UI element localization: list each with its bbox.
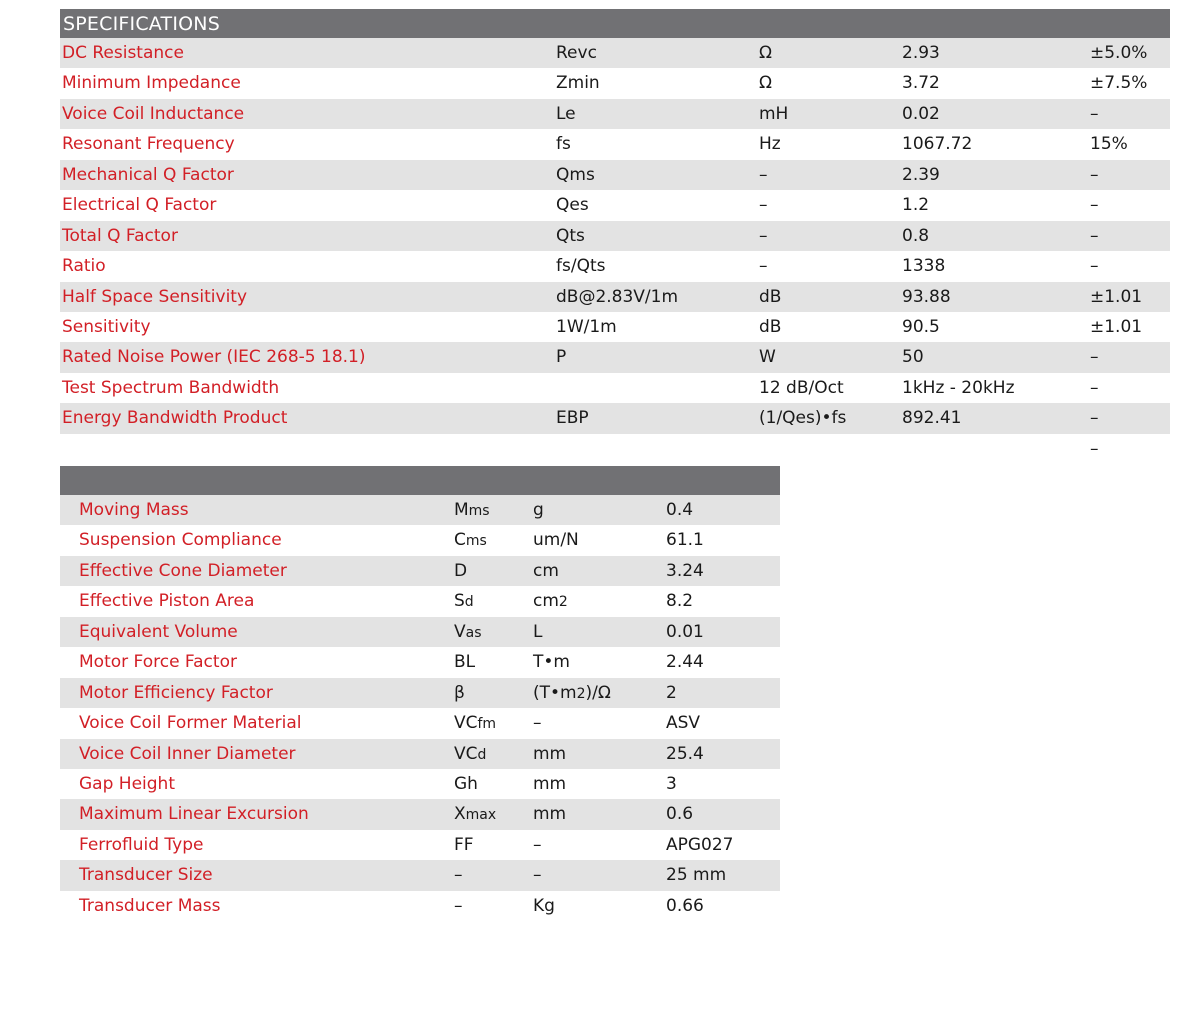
row-tolerance: – (1090, 103, 1099, 124)
row-unit: T•m (533, 652, 570, 673)
row-unit: mH (759, 103, 789, 124)
row-value: 61.1 (666, 530, 704, 551)
row-symbol: β (454, 682, 465, 703)
row-symbol: Qes (556, 195, 589, 216)
row-unit: – (759, 164, 768, 185)
row-label: Voice Coil Inner Diameter (79, 743, 296, 764)
table-row (60, 68, 1170, 98)
row-label: Transducer Mass (79, 895, 221, 916)
row-unit: mm (533, 743, 567, 764)
row-label: Motor Force Factor (79, 652, 237, 673)
row-unit: dB (759, 286, 782, 307)
parameters-header (60, 466, 780, 495)
row-tolerance: – (1090, 195, 1099, 216)
row-symbol: – (454, 865, 463, 886)
row-label: Test Spectrum Bandwidth (62, 377, 280, 398)
row-symbol: Revc (556, 43, 597, 63)
table-row (60, 678, 780, 708)
table-row (60, 525, 780, 555)
row-label: Moving Mass (79, 500, 189, 520)
row-value: 0.4 (666, 500, 694, 520)
row-label: Total Q Factor (62, 225, 178, 246)
table-row (60, 38, 1170, 68)
row-tolerance: ±5.0% (1090, 43, 1148, 63)
row-value: 0.66 (666, 895, 704, 916)
row-symbol: Qms (556, 164, 595, 185)
row-unit: (1/Qes)•fs (759, 408, 847, 429)
row-value: 25 mm (666, 865, 727, 886)
row-tolerance: – (1090, 408, 1099, 429)
table-row (60, 708, 780, 738)
row-value: 1kHz - 20kHz (902, 377, 1015, 398)
row-symbol: EBP (556, 408, 589, 429)
row-value: 50 (902, 347, 924, 368)
row-unit: L (533, 621, 543, 642)
row-value: 8.2 (666, 591, 694, 612)
row-unit: Hz (759, 134, 781, 155)
row-unit: cm2 (533, 591, 568, 612)
row-unit: 12 dB/Oct (759, 377, 844, 398)
row-unit: (T•m2)/Ω (533, 682, 611, 703)
row-value: 2.93 (902, 43, 940, 63)
row-symbol: – (454, 895, 463, 916)
row-value: 1.2 (902, 195, 930, 216)
row-label: Ratio (62, 256, 106, 277)
table-row (60, 617, 780, 647)
row-unit: – (759, 195, 768, 216)
row-label: Effective Cone Diameter (79, 560, 287, 581)
row-symbol: 1W/1m (556, 316, 617, 337)
row-value: 2.44 (666, 652, 704, 673)
row-value: 1067.72 (902, 134, 973, 155)
row-symbol: VCfm (454, 713, 497, 734)
row-unit: – (533, 865, 542, 886)
row-value: 0.02 (902, 103, 940, 124)
row-symbol: FF (454, 834, 474, 855)
row-unit: cm (533, 560, 559, 581)
row-value: 3.72 (902, 73, 940, 94)
row-unit: mm (533, 773, 567, 794)
row-unit: – (759, 256, 768, 277)
table-row (60, 434, 1170, 464)
row-symbol: Gh (454, 773, 478, 794)
row-label: Maximum Linear Excursion (79, 804, 309, 825)
row-symbol: Sd (454, 591, 474, 612)
row-tolerance: ±7.5% (1090, 73, 1148, 94)
row-unit: – (759, 225, 768, 246)
row-unit: – (533, 713, 542, 734)
row-value: 0.01 (666, 621, 704, 642)
row-label: Gap Height (79, 773, 175, 794)
table-row (60, 129, 1170, 159)
row-tolerance: – (1090, 225, 1099, 246)
table-row (60, 799, 780, 829)
table-row (60, 739, 780, 769)
table-row (60, 647, 780, 677)
specifications-table (60, 9, 1170, 464)
table-row (60, 312, 1170, 342)
row-unit: g (533, 500, 544, 520)
row-tolerance: – (1090, 377, 1099, 398)
row-label: Minimum Impedance (62, 73, 241, 94)
table-row (60, 160, 1170, 190)
row-tolerance: – (1090, 164, 1099, 185)
row-value: 0.6 (666, 804, 694, 825)
table-row (60, 495, 780, 525)
table-row (60, 342, 1170, 372)
row-value: 1338 (902, 256, 946, 277)
row-value: APG027 (666, 834, 734, 855)
row-label: Rated Noise Power (IEC 268-5 18.1) (62, 347, 366, 368)
row-value: 3.24 (666, 560, 704, 581)
row-value: ASV (666, 713, 701, 734)
row-unit: Ω (759, 43, 772, 63)
row-label: Voice Coil Inductance (62, 103, 245, 124)
row-label: DC Resistance (62, 43, 184, 63)
table-row (60, 221, 1170, 251)
row-value: 2 (666, 682, 677, 703)
row-symbol: fs/Qts (556, 256, 606, 277)
row-value: 892.41 (902, 408, 962, 429)
table-row (60, 769, 780, 799)
row-label: Resonant Frequency (62, 134, 235, 155)
row-tolerance: 15% (1090, 134, 1128, 155)
row-symbol: fs (556, 134, 571, 155)
row-symbol: dB@2.83V/1m (556, 286, 679, 307)
table-row (60, 860, 780, 890)
row-value: 3 (666, 773, 677, 794)
row-symbol: Cms (454, 530, 487, 551)
row-value: 0.8 (902, 225, 930, 246)
row-label: Motor Efficiency Factor (79, 682, 273, 703)
row-label: Ferrofluid Type (79, 834, 204, 855)
row-unit: dB (759, 316, 782, 337)
row-label: Effective Piston Area (79, 591, 255, 612)
table-row (60, 830, 780, 860)
row-value: 25.4 (666, 743, 704, 764)
row-symbol: Mms (454, 500, 490, 520)
row-symbol: P (556, 347, 567, 368)
row-value: 2.39 (902, 164, 940, 185)
row-symbol: D (454, 560, 468, 581)
table-row (60, 586, 780, 616)
row-tolerance: ±1.01 (1090, 286, 1143, 307)
row-label: Sensitivity (62, 316, 151, 337)
row-symbol: Xmax (454, 804, 497, 825)
row-unit: mm (533, 804, 567, 825)
table-row (60, 99, 1170, 129)
row-symbol: BL (454, 652, 476, 673)
specifications-header: SPECIFICATIONS (60, 9, 1170, 38)
row-value: 90.5 (902, 316, 940, 337)
row-symbol: VCd (454, 743, 487, 764)
row-symbol: Qts (556, 225, 585, 246)
row-unit: Kg (533, 895, 555, 916)
row-unit: W (759, 347, 776, 368)
table-row (60, 251, 1170, 281)
row-label: Electrical Q Factor (62, 195, 217, 216)
row-label: Transducer Size (79, 865, 213, 886)
row-label: Energy Bandwidth Product (62, 408, 288, 429)
row-label: Voice Coil Former Material (79, 713, 302, 734)
row-symbol: Le (556, 103, 576, 124)
row-unit: um/N (533, 530, 579, 551)
row-tolerance: ±1.01 (1090, 316, 1143, 337)
row-label: Mechanical Q Factor (62, 164, 234, 185)
table-row (60, 403, 1170, 433)
table-row (60, 190, 1170, 220)
row-tolerance: – (1090, 347, 1099, 368)
row-label: Half Space Sensitivity (62, 286, 248, 307)
parameters-table (60, 466, 780, 921)
row-label: Equivalent Volume (79, 621, 238, 642)
row-unit: – (533, 834, 542, 855)
row-label: Suspension Compliance (79, 530, 282, 551)
row-unit: Ω (759, 73, 772, 94)
row-tolerance: – (1090, 438, 1099, 459)
row-symbol: Vas (454, 621, 482, 642)
table-row (60, 282, 1170, 312)
table-row (60, 373, 1170, 403)
table-row (60, 556, 780, 586)
row-tolerance: – (1090, 256, 1099, 277)
row-symbol: Zmin (556, 73, 600, 94)
table-row (60, 891, 780, 921)
row-value: 93.88 (902, 286, 951, 307)
